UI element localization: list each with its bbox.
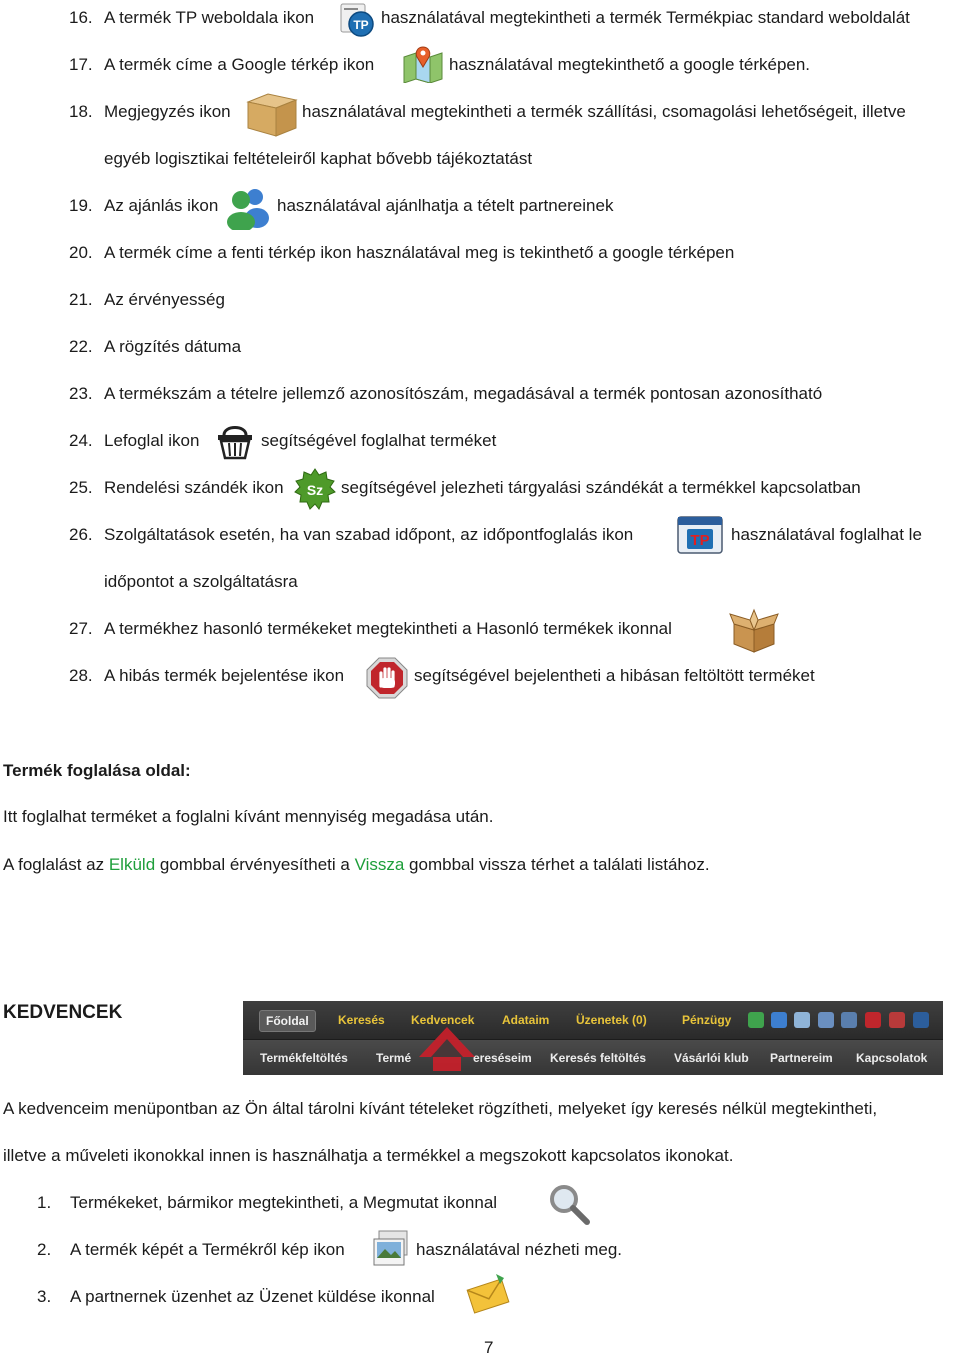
- item-text: Az érvényesség: [104, 290, 225, 309]
- item-text: Szolgáltatások esetén, ha van szabad időpont, az időpontfoglalás ikon: [104, 525, 634, 544]
- magnifier-icon: [547, 1182, 591, 1226]
- item-text: Lefoglal ikon: [104, 431, 200, 450]
- item-number: 19.: [69, 196, 93, 215]
- item-text: A termék képét a Termékről kép ikon: [70, 1240, 345, 1259]
- text-span: A foglalást az: [3, 855, 109, 874]
- item-text: használatával nézheti meg.: [416, 1240, 623, 1259]
- item-text: segítségével bejelentheti a hibásan feltöltött terméket: [414, 666, 815, 685]
- item-text: Rendelési szándék ikon: [104, 478, 284, 497]
- photo-icon: [371, 1229, 411, 1269]
- item-number: 26.: [69, 525, 93, 544]
- tp-blue-mini-icon[interactable]: [913, 1012, 929, 1028]
- item-text: használatával megtekintheti a termék Termékpiac standard weboldalát: [381, 8, 910, 27]
- item-text: A partnernek üzenhet az Üzenet küldése ikonnal: [70, 1287, 435, 1306]
- item-number: 18.: [69, 102, 93, 121]
- submenu-item[interactable]: Partnereim: [770, 1051, 833, 1065]
- item-number: 22.: [69, 337, 93, 356]
- chat-mini-icon[interactable]: [818, 1012, 834, 1028]
- menu-sub-row: [243, 1039, 943, 1075]
- item-number: 23.: [69, 384, 93, 403]
- page-number: 7: [484, 1338, 494, 1357]
- text-span: gombbal vissza térhet a találati listához.: [404, 855, 710, 874]
- item-text: használatával megtekintheti a termék szállítási, csomagolási lehetőségeit, illetve: [302, 102, 906, 121]
- item-number: 2.: [37, 1240, 52, 1259]
- vissza-link-text: Vissza: [354, 855, 405, 874]
- paragraph: [3, 854, 710, 876]
- monitor-mini-icon[interactable]: [794, 1012, 810, 1028]
- menu-tab[interactable]: Adataim: [502, 1013, 550, 1027]
- item-text: Az ajánlás ikon: [104, 196, 219, 215]
- item-text: A hibás termék bejelentése ikon: [104, 666, 345, 685]
- item-text: A termékhez hasonló termékeket megtekintheti a Hasonló termékek ikonnal: [104, 619, 672, 638]
- item-text: használatával foglalhat le: [731, 525, 922, 544]
- menu-tab[interactable]: Főoldal: [259, 1010, 316, 1032]
- paragraph: Itt foglalhat terméket a foglalni kívánt mennyiség megadása után.: [3, 807, 494, 826]
- item-text: segítségével foglalhat terméket: [261, 431, 497, 450]
- item-text: Megjegyzés ikon: [104, 102, 231, 121]
- paragraph: A kedvenceim menüpontban az Ön által tárolni kívánt tételeket rögzítheti, melyeket így keresés nélkül megtekintheti,: [3, 1099, 878, 1118]
- tp-web-icon: [338, 0, 376, 38]
- submenu-item[interactable]: Kapcsolatok: [856, 1051, 928, 1065]
- elkuld-link-text: Elküld: [108, 855, 156, 874]
- item-text: használatával megtekinthető a google térképen.: [449, 55, 811, 74]
- sz-badge-icon: [294, 468, 336, 510]
- tp-calendar-icon: [675, 513, 725, 557]
- item-text: segítségével jelezheti tárgyalási szándékát a termékkel kapcsolatban: [341, 478, 861, 497]
- menu-tab[interactable]: Kedvencek: [411, 1013, 475, 1027]
- submenu-item[interactable]: Termé: [376, 1051, 412, 1065]
- calendar-mini-icon[interactable]: [841, 1012, 857, 1028]
- item-text: A rögzítés dátuma: [104, 337, 242, 356]
- item-number: 17.: [69, 55, 93, 74]
- svg-text:Sz: Sz: [306, 482, 324, 498]
- item-number: 20.: [69, 243, 93, 262]
- open-box-icon: [728, 606, 780, 654]
- item-text: A termék címe a Google térkép ikon: [104, 55, 375, 74]
- item-number: 3.: [37, 1287, 52, 1306]
- text-span: gombbal érvényesítheti a: [155, 855, 355, 874]
- menu-screenshot: [243, 1001, 943, 1075]
- stop-hand-icon: [365, 656, 409, 700]
- submenu-item[interactable]: Keresés feltöltés: [550, 1051, 647, 1065]
- submenu-item[interactable]: Vásárlói klub: [674, 1051, 749, 1065]
- section-heading: Termék foglalása oldal:: [3, 761, 191, 780]
- item-text: használatával ajánlhatja a tételt partnereinek: [277, 196, 614, 215]
- menu-tab[interactable]: Keresés: [338, 1013, 385, 1027]
- tp-mini-icon[interactable]: [865, 1012, 881, 1028]
- item-text-continued: egyéb logisztikai feltételeiről kaphat bővebb tájékoztatást: [104, 149, 533, 168]
- arrow-up-icon: [417, 1025, 477, 1073]
- item-number: 28.: [69, 666, 93, 685]
- svg-text:TP: TP: [353, 18, 369, 32]
- menu-tab[interactable]: Pénzügy: [682, 1013, 732, 1027]
- basket-icon: [214, 421, 256, 461]
- item-number: 1.: [37, 1193, 52, 1212]
- map-icon: [402, 45, 444, 83]
- partners-icon: [225, 184, 271, 230]
- menu-tab[interactable]: Üzenetek (0): [576, 1013, 647, 1027]
- item-number: 24.: [69, 431, 93, 450]
- item-text: A termékszám a tételre jellemző azonosítószám, megadásával a termék pontosan azonosítható: [104, 384, 823, 403]
- item-text: Termékeket, bármikor megtekintheti, a Megmutat ikonnal: [70, 1193, 498, 1212]
- partners-mini-icon[interactable]: [748, 1012, 764, 1028]
- submenu-item[interactable]: ereséseim: [473, 1051, 532, 1065]
- package-icon: [244, 90, 298, 138]
- menu-top-row: [243, 1001, 943, 1039]
- item-number: 27.: [69, 619, 93, 638]
- item-text: A termék címe a fenti térkép ikon használatával meg is tekinthető a google térképen: [104, 243, 735, 262]
- item-text-continued: időpontot a szolgáltatásra: [104, 572, 298, 591]
- section-heading: KEDVENCEK: [3, 1002, 123, 1023]
- item-number: 21.: [69, 290, 93, 309]
- item-number: 25.: [69, 478, 93, 497]
- envelope-icon: [466, 1272, 510, 1318]
- tp-red-mini-icon[interactable]: [889, 1012, 905, 1028]
- paragraph: illetve a műveleti ikonokkal innen is használhatja a termékkel a megszokott kapcsolatos ikonokat.: [3, 1146, 734, 1165]
- mail-mini-icon[interactable]: [771, 1012, 787, 1028]
- submenu-item[interactable]: Termékfeltöltés: [260, 1051, 348, 1065]
- item-number: 16.: [69, 8, 93, 27]
- item-text: A termék TP weboldala ikon: [104, 8, 315, 27]
- svg-text:TP: TP: [690, 532, 710, 549]
